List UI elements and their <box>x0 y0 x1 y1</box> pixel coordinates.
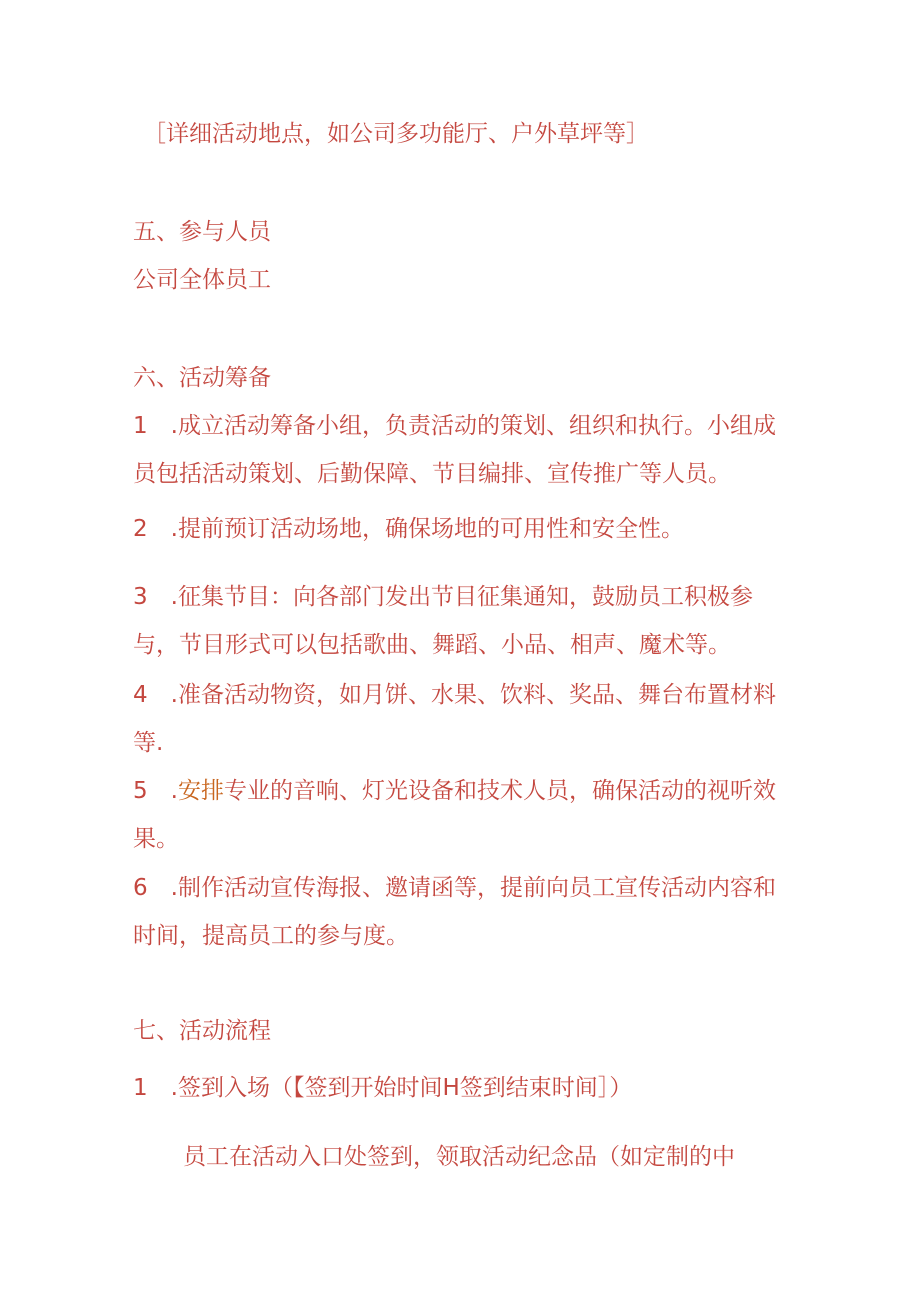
location-note: ［详细活动地点，如公司多功能厅、户外草坪等］ <box>143 121 649 147</box>
prep-item-5-rest: 专业的音响、灯光设备和技术人员，确保活动的视听效 <box>223 778 776 804</box>
prep-item-6-line-2: 时间，提高员工的参与度。 <box>133 923 409 949</box>
flow-item-1: 1 .签到入场（【签到开始时间H签到结束时间］） <box>133 1075 633 1101</box>
prep-item-1-line-1: 1 .成立活动筹备小组，负责活动的策划、组织和执行。小组成 <box>133 413 776 439</box>
prep-item-3-line-1: 3 .征集节目：向各部门发出节目征集通知，鼓励员工积极参 <box>133 584 753 610</box>
prep-item-5-prefix: 5 . <box>133 778 178 804</box>
prep-item-4-line-2: 等. <box>133 730 164 756</box>
prep-item-4-line-1: 4 .准备活动物资，如月饼、水果、饮料、奖品、舞台布置材料 <box>133 682 776 708</box>
section-6-heading: 六、活动筹备 <box>133 365 271 391</box>
prep-item-6-line-1: 6 .制作活动宣传海报、邀请函等，提前向员工宣传活动内容和 <box>133 875 776 901</box>
flow-item-1-description: 员工在活动入口处签到，领取活动纪念品（如定制的中 <box>183 1144 735 1170</box>
prep-item-1-line-2: 员包括活动策划、后勤保障、节目编排、宣传推广等人员。 <box>133 461 731 487</box>
prep-item-5-line-2: 果。 <box>133 826 179 852</box>
prep-item-3-line-2: 与，节目形式可以包括歌曲、舞蹈、小品、相声、魔术等。 <box>133 632 731 658</box>
section-5-heading: 五、参与人员 <box>133 219 271 245</box>
section-5-body: 公司全体员工 <box>133 267 271 293</box>
prep-item-5-accent: 安排 <box>177 778 224 804</box>
section-7-heading: 七、活动流程 <box>133 1018 271 1044</box>
prep-item-5-line-1 <box>133 776 776 806</box>
prep-item-2-line-1: 2 .提前预订活动场地，确保场地的可用性和安全性。 <box>133 516 684 542</box>
